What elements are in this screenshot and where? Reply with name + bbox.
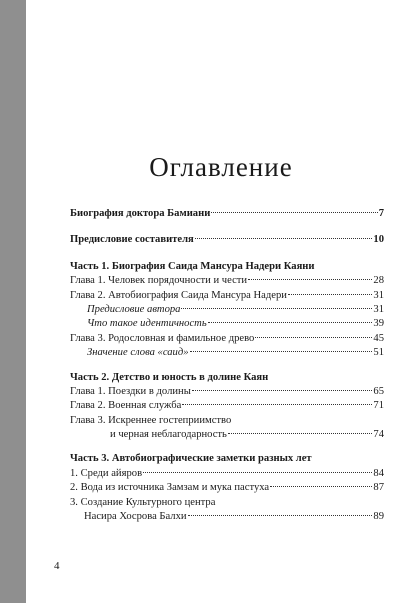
toc-page-number: 87 [373,482,384,494]
dot-leader [143,472,372,473]
toc-part-heading[interactable] [70,452,384,466]
toc-entry[interactable] [70,332,384,346]
toc-subentry[interactable] [70,317,384,331]
dot-leader [248,279,372,280]
toc-entry-text: Что такое идентичность [87,318,207,330]
toc-entry[interactable] [70,467,384,481]
dot-leader [182,404,372,405]
toc-page-number: 7 [378,208,384,219]
toc-entry[interactable] [70,399,384,413]
dot-leader [188,515,373,516]
toc-page-number: 39 [373,318,384,330]
book-page [26,0,416,603]
toc-entry[interactable] [70,481,384,495]
toc-entry-text: и черная неблагодарность [110,429,227,441]
book-spine-edge [0,0,26,603]
toc-entry-text: Глава 1. Поездки в долины [70,385,191,397]
dot-leader [288,294,372,295]
toc-entry-line[interactable]: 3. Создание Культурного центра [70,496,216,508]
toc-entry-biography[interactable] [70,207,384,221]
toc-part-heading[interactable] [70,260,384,274]
toc-entry-text: Глава 1. Человек порядочности и чести [70,275,248,287]
toc-page-number: 10 [373,234,384,246]
toc-entry-text: Насира Хосрова Балхи [84,511,187,523]
page-title: Оглавление [149,152,293,182]
toc-page-number: 84 [373,467,384,479]
table-of-contents [70,207,384,524]
toc-page-number: 51 [373,347,384,359]
toc-entry-text: 2. Вода из источника Замзам и мука пастуха [70,482,270,494]
part-3-heading: Часть 3. Автобиографические заметки разных лет [70,453,312,465]
toc-page-number: 89 [373,511,384,523]
toc-subentry[interactable] [70,346,384,360]
dot-leader [211,212,377,213]
toc-entry[interactable] [70,385,384,399]
dot-leader [195,238,373,239]
toc-entry-text: Глава 2. Военная служба [70,400,182,412]
toc-entry-line[interactable]: Глава 3. Искреннее гостеприимство [70,414,232,426]
toc-entry[interactable] [70,428,384,442]
dot-leader [208,322,373,323]
toc-entry-text: Предисловие автора [87,303,181,315]
toc-page-number: 28 [373,275,384,287]
toc-entry-text: Биография доктора Бамиани [70,208,211,219]
toc-entry[interactable] [70,289,384,303]
toc-page-number: 65 [373,385,384,397]
part-1-heading: Часть 1. Биография Саида Мансура Надери Каяни [70,260,315,272]
toc-part-heading[interactable] [70,371,384,385]
toc-subentry[interactable] [70,303,384,317]
toc-page-number: 31 [373,289,384,301]
toc-entry-text: Глава 2. Автобиография Саида Мансура Надери [70,289,287,301]
dot-leader [192,390,373,391]
dot-leader [228,433,373,434]
toc-entry-text: Глава 3. Родословная и фамильное древо [70,332,255,344]
toc-page-number: 71 [373,400,384,412]
dot-leader [190,351,373,352]
part-2-heading: Часть 2. Детство и юность в долине Каян [70,371,269,383]
toc-page-number: 31 [373,303,384,315]
toc-entry[interactable] [70,274,384,288]
toc-entry-text: Предисловие составителя [70,234,194,246]
toc-entry[interactable] [70,510,384,524]
toc-entry-text: Значение слова «саид» [87,347,189,359]
page-number: 4 [54,560,60,572]
toc-entry-text: 1. Среди айяров [70,467,143,479]
toc-page-number: 45 [373,332,384,344]
dot-leader [255,337,372,338]
toc-entry-preface[interactable] [70,233,384,247]
toc-page-number: 74 [373,429,384,441]
dot-leader [181,308,372,309]
dot-leader [270,486,372,487]
